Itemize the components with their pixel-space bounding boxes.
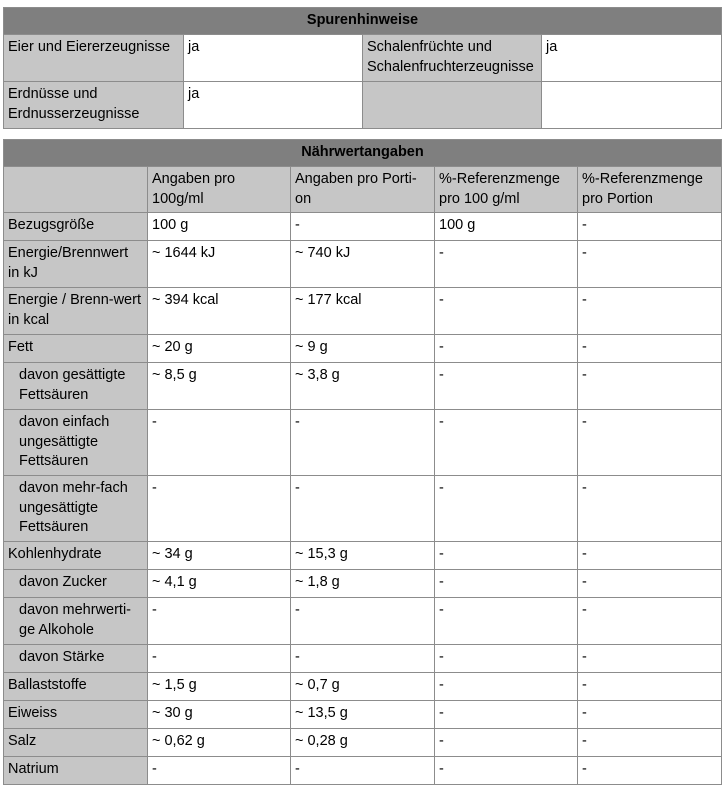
trace-label: Schalenfrüchte und Schalenfruchterzeugnisse bbox=[363, 35, 542, 82]
nutrient-value: ~ 9 g bbox=[291, 335, 435, 363]
table-row bbox=[4, 645, 722, 673]
nutrient-value: - bbox=[578, 410, 722, 476]
nutrient-value: - bbox=[578, 241, 722, 288]
column-header: %-Referenzmenge pro 100 g/ml bbox=[435, 167, 578, 213]
nutrient-label: davon gesättigte Fettsäuren bbox=[4, 363, 148, 410]
nutrient-value: - bbox=[435, 570, 578, 598]
table-row bbox=[4, 410, 722, 476]
trace-label: Eier und Eiererzeugnisse bbox=[4, 35, 184, 82]
table-row bbox=[4, 673, 722, 701]
nutrient-label: Fett bbox=[4, 335, 148, 363]
nutrient-value: - bbox=[148, 476, 291, 542]
nutrition-table bbox=[3, 139, 722, 785]
nutrient-value: ~ 177 kcal bbox=[291, 288, 435, 335]
table-row bbox=[4, 476, 722, 542]
nutrient-value: - bbox=[148, 757, 291, 785]
nutrient-label: Energie / Brenn-wert in kcal bbox=[4, 288, 148, 335]
trace-value: ja bbox=[184, 35, 363, 82]
nutrient-value: ~ 13,5 g bbox=[291, 701, 435, 729]
nutrient-value: - bbox=[435, 241, 578, 288]
trace-value bbox=[542, 82, 722, 129]
nutrient-value: - bbox=[435, 363, 578, 410]
nutrient-value: - bbox=[435, 476, 578, 542]
nutrient-value: - bbox=[291, 410, 435, 476]
nutrient-value: - bbox=[435, 542, 578, 570]
nutrient-value: - bbox=[578, 213, 722, 241]
nutrient-label: davon einfach ungesättigte Fettsäuren bbox=[4, 410, 148, 476]
nutrient-label: davon Stärke bbox=[4, 645, 148, 673]
table-row bbox=[4, 241, 722, 288]
nutrient-value: - bbox=[435, 729, 578, 757]
nutrient-label: davon mehrwerti-ge Alkohole bbox=[4, 598, 148, 645]
table-row bbox=[4, 335, 722, 363]
nutrient-value: - bbox=[578, 673, 722, 701]
nutrient-value: - bbox=[435, 645, 578, 673]
nutrient-value: - bbox=[578, 335, 722, 363]
nutrient-value: - bbox=[578, 476, 722, 542]
nutrient-value: - bbox=[435, 288, 578, 335]
nutrient-label: Kohlenhydrate bbox=[4, 542, 148, 570]
table-row bbox=[4, 363, 722, 410]
nutrient-value: - bbox=[578, 363, 722, 410]
trace-label bbox=[363, 82, 542, 129]
nutrient-value: - bbox=[291, 213, 435, 241]
table-row bbox=[4, 729, 722, 757]
table-row bbox=[4, 542, 722, 570]
nutrient-value: ~ 0,7 g bbox=[291, 673, 435, 701]
nutrient-value: - bbox=[148, 645, 291, 673]
nutrient-value: - bbox=[578, 729, 722, 757]
trace-value: ja bbox=[542, 35, 722, 82]
nutrient-value: - bbox=[435, 701, 578, 729]
nutrient-value: - bbox=[435, 410, 578, 476]
nutrition-title: Nährwertangaben bbox=[4, 140, 722, 167]
nutrient-value: ~ 0,62 g bbox=[148, 729, 291, 757]
nutrient-value: ~ 1,5 g bbox=[148, 673, 291, 701]
nutrient-value: - bbox=[435, 335, 578, 363]
column-header: %-Referenzmenge pro Portion bbox=[578, 167, 722, 213]
table-row bbox=[4, 213, 722, 241]
nutrient-value: - bbox=[435, 757, 578, 785]
nutrient-value: ~ 394 kcal bbox=[148, 288, 291, 335]
table-row bbox=[4, 35, 722, 82]
trace-notes-table bbox=[3, 7, 722, 129]
trace-value: ja bbox=[184, 82, 363, 129]
nutrient-value: ~ 3,8 g bbox=[291, 363, 435, 410]
column-header: Angaben pro Porti-on bbox=[291, 167, 435, 213]
nutrient-label: Ballaststoffe bbox=[4, 673, 148, 701]
nutrient-value: - bbox=[578, 645, 722, 673]
column-header bbox=[4, 167, 148, 213]
nutrition-header-row bbox=[4, 167, 722, 213]
nutrient-value: ~ 34 g bbox=[148, 542, 291, 570]
nutrient-value: - bbox=[578, 757, 722, 785]
nutrient-value: - bbox=[291, 598, 435, 645]
nutrient-value: - bbox=[578, 288, 722, 335]
table-row bbox=[4, 757, 722, 785]
nutrient-value: - bbox=[291, 757, 435, 785]
nutrient-value: - bbox=[148, 598, 291, 645]
nutrient-value: - bbox=[578, 598, 722, 645]
nutrient-value: - bbox=[435, 673, 578, 701]
nutrient-value: ~ 1,8 g bbox=[291, 570, 435, 598]
nutrient-value: - bbox=[578, 542, 722, 570]
nutrient-label: Salz bbox=[4, 729, 148, 757]
table-row bbox=[4, 598, 722, 645]
nutrient-label: Natrium bbox=[4, 757, 148, 785]
trace-notes-title: Spurenhinweise bbox=[4, 8, 722, 35]
table-row bbox=[4, 570, 722, 598]
nutrient-label: davon Zucker bbox=[4, 570, 148, 598]
nutrient-label: davon mehr-fach ungesättigte Fettsäuren bbox=[4, 476, 148, 542]
trace-label: Erdnüsse und Erdnusserzeugnisse bbox=[4, 82, 184, 129]
nutrient-value: - bbox=[435, 598, 578, 645]
nutrient-value: - bbox=[291, 476, 435, 542]
nutrient-value: ~ 15,3 g bbox=[291, 542, 435, 570]
nutrient-label: Energie/Brennwert in kJ bbox=[4, 241, 148, 288]
table-row bbox=[4, 288, 722, 335]
nutrient-value: ~ 0,28 g bbox=[291, 729, 435, 757]
nutrient-label: Bezugsgröße bbox=[4, 213, 148, 241]
nutrient-value: ~ 740 kJ bbox=[291, 241, 435, 288]
nutrient-value: - bbox=[291, 645, 435, 673]
nutrient-value: ~ 20 g bbox=[148, 335, 291, 363]
nutrient-value: ~ 4,1 g bbox=[148, 570, 291, 598]
nutrient-value: ~ 30 g bbox=[148, 701, 291, 729]
nutrient-value: - bbox=[148, 410, 291, 476]
nutrient-value: 100 g bbox=[435, 213, 578, 241]
column-header: Angaben pro 100g/ml bbox=[148, 167, 291, 213]
nutrient-label: Eiweiss bbox=[4, 701, 148, 729]
table-row bbox=[4, 82, 722, 129]
nutrient-value: 100 g bbox=[148, 213, 291, 241]
nutrient-value: - bbox=[578, 701, 722, 729]
table-row bbox=[4, 701, 722, 729]
nutrient-value: ~ 8,5 g bbox=[148, 363, 291, 410]
nutrient-value: - bbox=[578, 570, 722, 598]
nutrient-value: ~ 1644 kJ bbox=[148, 241, 291, 288]
